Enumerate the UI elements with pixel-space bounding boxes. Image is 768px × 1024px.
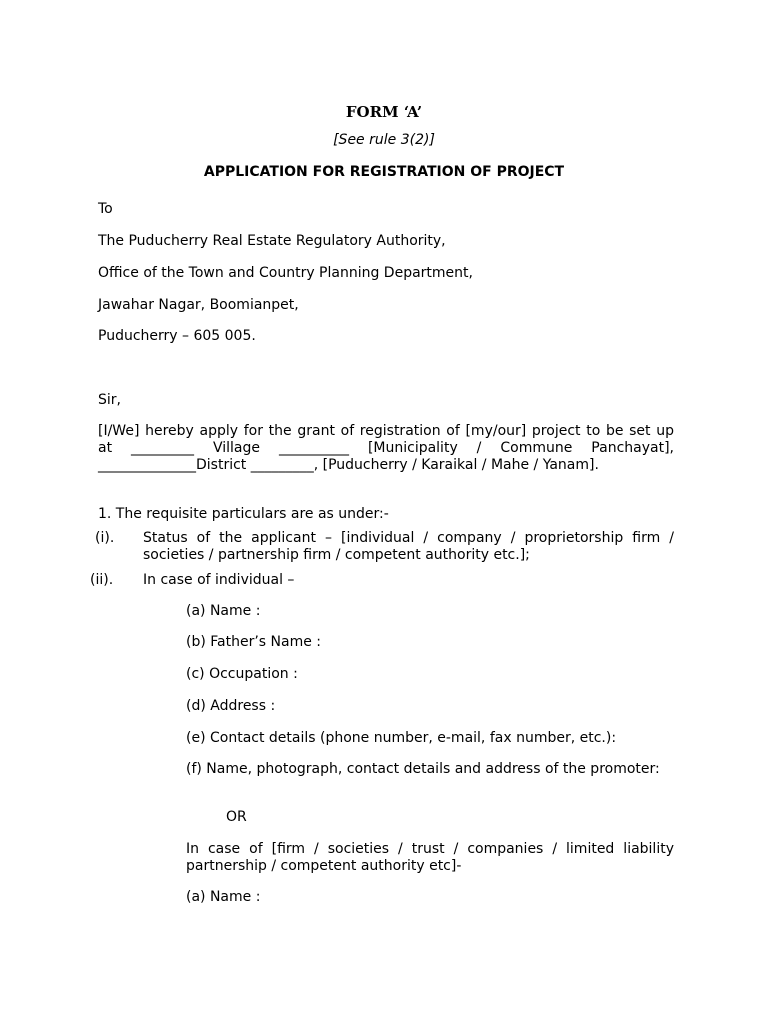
form-title: FORM ‘A’ <box>345 103 423 121</box>
intro-paragraph: [I/We] hereby apply for the grant of registration of [my/our] project to be set up at _________ Village __________ [Municipality / Commune Panchayat], ______________District _________, [Puducherry / Karaikal / Mahe / Yanam]. <box>98 423 674 473</box>
rule-reference: [See rule 3(2)] <box>333 132 435 148</box>
address-line-1: The Puducherry Real Estate Regulatory Authority, <box>98 233 446 249</box>
item-2-number: (ii). <box>90 572 114 588</box>
firm-case-paragraph: In case of [firm / societies / trust / companies / limited liability partnership / competent authority etc]- <box>186 841 674 874</box>
field-occupation: (c) Occupation : <box>186 666 298 682</box>
addressee-to: To <box>98 201 113 217</box>
item-1-number: (i). <box>95 530 115 546</box>
item-1-text: Status of the applicant – [individual / company / proprietorship firm / societies / partnership firm / competent authority etc.]; <box>143 530 674 563</box>
salutation: Sir, <box>98 392 121 408</box>
application-heading: APPLICATION FOR REGISTRATION OF PROJECT <box>203 164 565 180</box>
item-2-text: In case of individual – <box>143 572 295 588</box>
or-separator: OR <box>226 809 247 825</box>
particulars-heading: 1. The requisite particulars are as under:- <box>98 506 389 522</box>
address-line-3: Jawahar Nagar, Boomianpet, <box>98 297 299 313</box>
field-contact-details: (e) Contact details (phone number, e-mail, fax number, etc.): <box>186 730 617 746</box>
field-fathers-name: (b) Father’s Name : <box>186 634 322 650</box>
address-line-4: Puducherry – 605 005. <box>98 328 256 344</box>
field-promoter-details: (f) Name, photograph, contact details and address of the promoter: <box>186 761 660 777</box>
field-address: (d) Address : <box>186 698 276 714</box>
field-name: (a) Name : <box>186 603 261 619</box>
field-firm-name: (a) Name : <box>186 889 261 905</box>
address-line-2: Office of the Town and Country Planning Department, <box>98 265 473 281</box>
